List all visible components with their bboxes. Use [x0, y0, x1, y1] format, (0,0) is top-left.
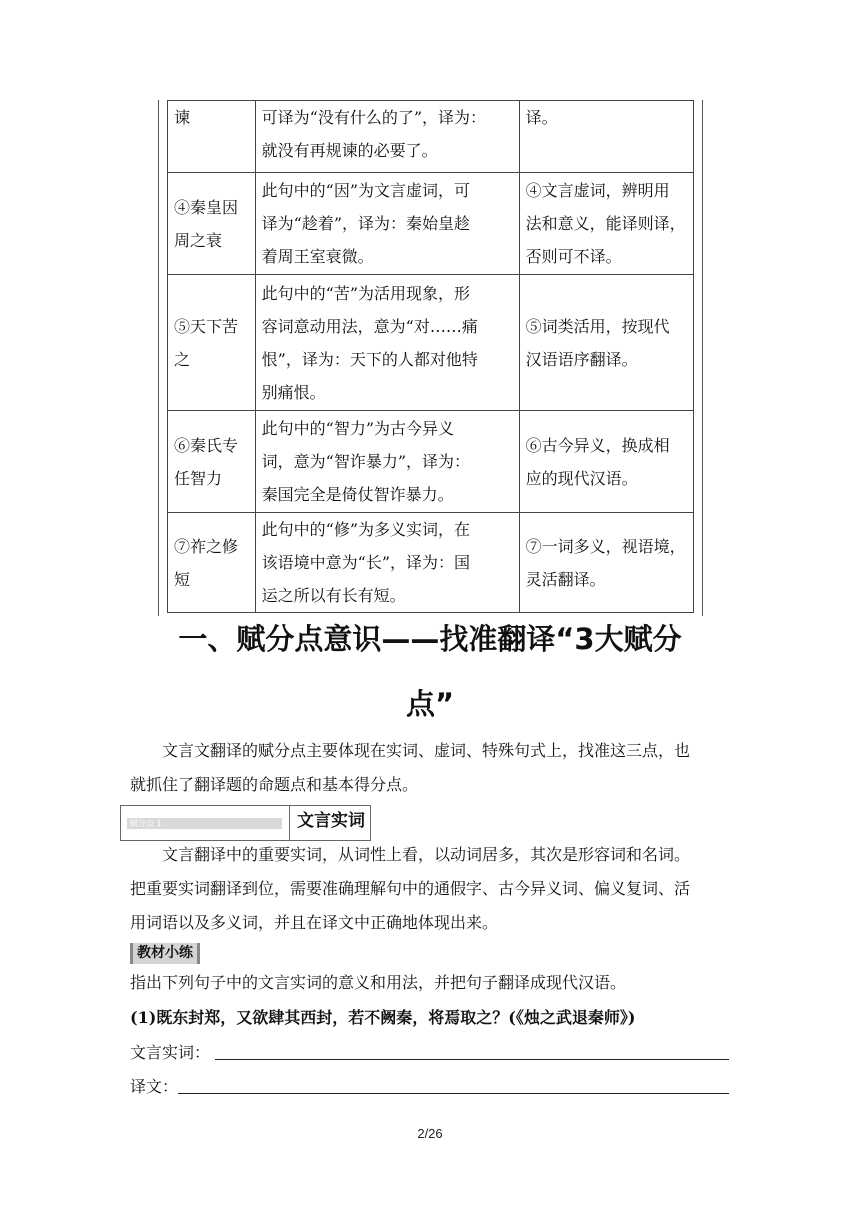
- explanation-cell: [255, 275, 519, 411]
- cell-line: 汉语语序翻译。: [525, 349, 638, 369]
- scoring-point-title: 文言实词: [297, 811, 365, 831]
- cell-line: 谏: [174, 108, 191, 127]
- cell-line: 此句中的“智力”为古今异义: [261, 419, 455, 438]
- cell-line: 此句中的“苦”为活用现象，形: [261, 283, 471, 303]
- table-row: [168, 513, 694, 613]
- method-cell: [519, 173, 693, 275]
- badge-divider: [289, 806, 290, 840]
- cell-line: 应的现代汉语。: [525, 468, 638, 488]
- cell-line: 别痛恨。: [261, 382, 326, 402]
- cell-line: 译。: [525, 108, 558, 127]
- translation-answer-line[interactable]: [178, 1093, 729, 1094]
- exercise-instruction: 指出下列句子中的文言实词的意义和用法，并把句子翻译成现代汉语。: [130, 973, 627, 992]
- cell-line: 译为“趁着”，译为：秦始皇趁: [261, 214, 471, 233]
- intro-line: 文言文翻译的赋分点主要体现在实词、虚词、特殊句式上，找准这三点，也: [162, 741, 691, 760]
- cell-line: ⑥古今异义，换成相: [525, 435, 670, 455]
- textbook-practice-tag: 教材小练: [130, 943, 200, 964]
- cell-line: 否则可不译。: [525, 247, 622, 266]
- cell-line: ⑦祚之修: [174, 536, 239, 556]
- notional-words-paragraph: [130, 838, 735, 940]
- cell-line: ④秦皇因: [174, 197, 239, 217]
- explanation-table: [167, 100, 694, 613]
- cell-line: 法和意义，能译则译，: [525, 214, 686, 233]
- cell-line: 词，意为“智诈暴力”，译为：: [261, 452, 471, 471]
- cell-line: ⑦一词多义，视语境，: [525, 536, 686, 556]
- scoring-point-label: 赋分点 1: [127, 818, 282, 829]
- sentence-cell: [168, 411, 256, 513]
- sentence-cell: [168, 513, 256, 613]
- method-cell: [519, 513, 693, 613]
- cell-line: 着周王室衰微。: [261, 247, 374, 266]
- explanation-cell: [255, 513, 519, 613]
- paragraph-line: 用词语以及多义词，并且在译文中正确地体现出来。: [130, 913, 499, 932]
- sentence-cell: [168, 173, 256, 275]
- question-1: (1)既东封郑，又欲肆其西封，若不阙秦，将焉取之？(《烛之武退秦师》): [130, 1008, 636, 1027]
- cell-line: 容词意动用法，意为“对……痛: [261, 316, 478, 336]
- cell-line: ⑥秦氏专: [174, 435, 239, 455]
- cell-line: ⑤天下苦: [174, 316, 239, 336]
- table-row: [168, 411, 694, 513]
- cell-line: 灵活翻译。: [525, 569, 606, 589]
- translation-label: 译文：: [130, 1077, 179, 1096]
- cell-line: 此句中的“修”为多义实词，在: [261, 520, 471, 539]
- notional-word-answer-line[interactable]: [215, 1059, 729, 1060]
- notional-word-label: 文言实词：: [130, 1043, 211, 1062]
- cell-line: ④文言虚词，辨明用: [525, 181, 670, 200]
- intro-line: 就抓住了翻译题的命题点和基本得分点。: [130, 775, 419, 794]
- table-row: [168, 173, 694, 275]
- cell-line: 短: [174, 569, 191, 589]
- section-heading-continued: 点”: [405, 687, 455, 721]
- explanation-cell: [255, 411, 519, 513]
- cell-line: 此句中的“因”为文言虚词，可: [261, 181, 471, 200]
- paragraph-line: 文言翻译中的重要实词，从词性上看，以动词居多，其次是形容词和名词。: [162, 845, 691, 864]
- cell-line: 就没有再规谏的必要了。: [261, 141, 438, 160]
- explanation-cell: [255, 173, 519, 275]
- cell-line: 运之所以有长有短。: [261, 586, 406, 605]
- explanation-cell: [255, 101, 519, 173]
- cell-line: ⑤词类活用，按现代: [525, 316, 670, 336]
- sentence-cell: [168, 101, 256, 173]
- cell-line: 可译为“没有什么的了”，译为：: [261, 108, 487, 127]
- cell-line: 周之衰: [174, 230, 223, 250]
- explanation-table-frame: [158, 100, 703, 616]
- page-number: 2/26: [417, 1126, 443, 1141]
- cell-line: 任智力: [174, 468, 223, 488]
- table-row: [168, 275, 694, 411]
- cell-line: 之: [174, 349, 191, 369]
- scoring-point-badge: [120, 805, 371, 841]
- section-heading: 一、赋分点意识——找准翻译“3大赋分: [178, 622, 682, 656]
- method-cell: [519, 411, 693, 513]
- method-cell: [519, 275, 693, 411]
- table-row: [168, 101, 694, 173]
- sentence-cell: [168, 275, 256, 411]
- cell-line: 恨”，译为：天下的人都对他特: [261, 349, 478, 369]
- paragraph-line: 把重要实词翻译到位，需要准确理解句中的通假字、古今异义词、偏义复词、活: [130, 879, 691, 898]
- cell-line: 该语境中意为“长”，译为：国: [261, 553, 471, 572]
- cell-line: 秦国完全是倚仗智诈暴力。: [261, 485, 454, 504]
- method-cell: [519, 101, 693, 173]
- intro-paragraph: [130, 734, 735, 802]
